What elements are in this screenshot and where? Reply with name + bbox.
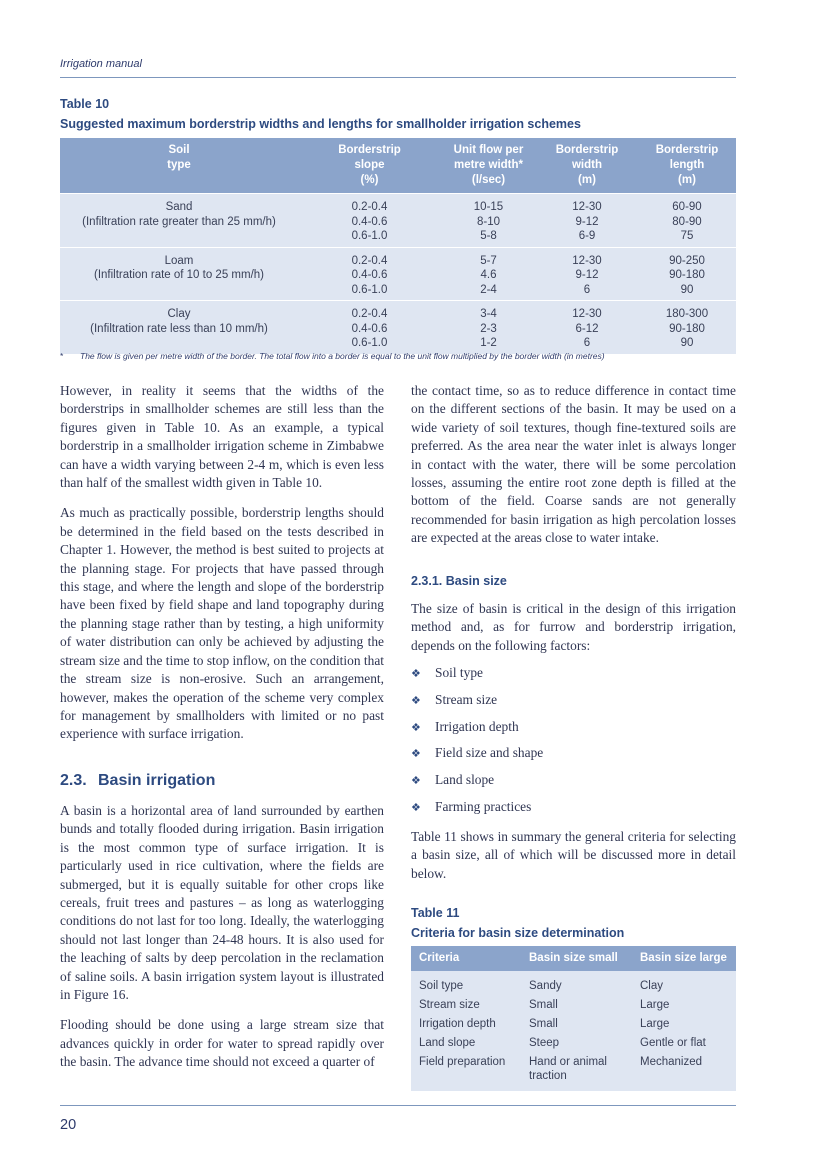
paragraph: A basin is a horizontal area of land surrounded by earthen bunds and totally flooded during irrigation. Basin irrigation is the most common type of surface irrigation. It is particularly used in rice cultivation, where the fields are submerged, but it is equally suitable for other crops like cereals, fruit trees and pastures – as long as waterlogging conditions do not last for too long. Ideally, the waterlogging should not last longer than 24-48 hours. It is also used for the leaching of salts by deep percolation in the reclamation of saline soils. A basin irrigation system layout is illustrated in Figure 16.	[60, 803, 384, 1003]
cell-slope: 0.2-0.4 0.4-0.6 0.6-1.0	[298, 194, 441, 248]
paragraph: However, in reality it seems that the widths of the borderstrips in smallholder schemes are still less than the figures given in Table 10. As an example, a typical borderstrip in a smallholder irrigation scheme in Zimbabwe can have a width varying between 2-4 m, which is even less than half of the smallest width given in Table 10.	[60, 383, 384, 491]
table-10-header-row	[60, 138, 736, 194]
cell-width: 12-30 9-12 6-9	[536, 194, 638, 248]
column-header-width: Borderstrip width (m)	[536, 138, 638, 194]
cell-criteria: Land slope	[411, 1034, 521, 1053]
diamond-bullet-icon: ❖	[411, 748, 421, 761]
cell-soil: Loam (Infiltration rate of 10 to 25 mm/h)	[60, 247, 298, 301]
cell-flow: 3-4 2-3 1-2	[441, 301, 536, 354]
column-header-criteria: Criteria	[411, 946, 521, 971]
cell-flow: 10-15 8-10 5-8	[441, 194, 536, 248]
right-column-top	[411, 382, 736, 560]
paragraph: the contact time, so as to reduce difference in contact time on the different sections of the basin. It may be used on a wide variety of soil textures, though fine-textured soils are preferred. As the area near the water inlet is always longer in contact with the water, there will be some percolation losses, assuming the entire root zone depth is filled at the bottom of the field. Coarse sands are not generally recommended for basin irrigation as high percolation losses are expected at the areas close to water intake.	[411, 383, 736, 546]
paragraph: As much as practically possible, borderstrip lengths should be determined in the field based on the tests described in Chapter 1. However, the method is best suited to projects at the planning stage. For projects that have passed through this stage, and where the length and slope of the borderstrip have been fixed by field shape and land topography during the planning stage rather than by testing, a high uniformity of water distribution can only be achieved by adjusting the stream size and the time to stop inflow, on the condition that the stream size is non-erosive. Such an arrangement, however, makes the operation of the scheme very complex for management by smallholders with limited or no past experience with surface irrigation.	[60, 505, 384, 742]
column-header-soil-type: Soil type	[60, 138, 298, 194]
cell-small: Sandy	[521, 971, 632, 996]
cell-small: Steep	[521, 1034, 632, 1053]
cell-small: Small	[521, 996, 632, 1015]
subsection-heading: 2.3.1. Basin size	[411, 574, 507, 588]
cell-large: Large	[632, 1015, 736, 1034]
table-row	[411, 996, 736, 1015]
diamond-bullet-icon: ❖	[411, 668, 421, 680]
factors-list	[411, 664, 543, 825]
footnote-text: The flow is given per metre width of the border. The total flow into a border is equal to the unit flow multiplied by the border width (in metres)	[80, 351, 605, 361]
section-heading	[60, 772, 215, 790]
cell-criteria: Irrigation depth	[411, 1015, 521, 1034]
left-column-bottom	[60, 802, 384, 1084]
cell-large: Large	[632, 996, 736, 1015]
cell-length: 60-90 80-90 75	[638, 194, 736, 248]
cell-slope: 0.2-0.4 0.4-0.6 0.6-1.0	[298, 247, 441, 301]
cell-criteria: Stream size	[411, 996, 521, 1015]
diamond-bullet-icon: ❖	[411, 721, 421, 734]
list-item: ❖ Field size and shape	[411, 744, 543, 771]
list-item: ❖ Irrigation depth	[411, 718, 543, 745]
column-header-slope: Borderstrip slope (%)	[298, 138, 441, 194]
paragraph: The size of basin is critical in the design of this irrigation method and, as for furrow and borderstrip irrigation, depends on the following factors:	[411, 601, 736, 653]
list-item: ❖ Land slope	[411, 771, 543, 798]
cell-small: Hand or animal traction	[521, 1053, 632, 1092]
list-item: ❖ Farming practices	[411, 798, 543, 825]
section-title: Basin irrigation	[98, 772, 216, 789]
table-row	[411, 1053, 736, 1092]
column-header-unit-flow: Unit flow per metre width* (l/sec)	[441, 138, 536, 194]
table-10-number: Table 10	[60, 97, 110, 111]
right-column-intro	[411, 600, 736, 667]
running-header: Irrigation manual	[60, 58, 142, 70]
table-11	[411, 946, 736, 1091]
table-row	[411, 1015, 736, 1034]
cell-criteria: Soil type	[411, 971, 521, 996]
list-item: ❖ Soil type	[411, 664, 543, 691]
table-11-header-row	[411, 946, 736, 971]
table-row-loam	[60, 247, 736, 301]
page-number: 20	[60, 1117, 77, 1133]
cell-large: Gentle or flat	[632, 1034, 736, 1053]
list-item: ❖ Stream size	[411, 691, 543, 718]
table-row-clay	[60, 301, 736, 354]
cell-large: Clay	[632, 971, 736, 996]
section-number: 2.3.	[60, 772, 87, 789]
table-11-number: Table 11	[411, 906, 460, 920]
cell-width: 12-30 6-12 6	[536, 301, 638, 354]
table-row	[411, 971, 736, 996]
cell-large: Mechanized	[632, 1053, 736, 1092]
diamond-bullet-icon: ❖	[411, 801, 421, 814]
column-header-length: Borderstrip length (m)	[638, 138, 736, 194]
table-11-caption: Criteria for basin size determination	[411, 926, 625, 940]
table-row	[411, 1034, 736, 1053]
table-row-sand	[60, 194, 736, 248]
diamond-bullet-icon: ❖	[411, 694, 421, 707]
column-header-basin-small: Basin size small	[521, 946, 632, 971]
footer-rule	[60, 1105, 736, 1106]
cell-small: Small	[521, 1015, 632, 1034]
cell-length: 90-250 90-180 90	[638, 247, 736, 301]
paragraph: Flooding should be done using a large stream size that advances quickly in order for water to spread rapidly over the basin. The advance time should not exceed a quarter of	[60, 1017, 384, 1070]
right-column-bottom	[411, 828, 736, 895]
left-column-top	[60, 382, 384, 756]
cell-soil: Clay (Infiltration rate less than 10 mm/h)	[60, 301, 298, 354]
table-10-caption: Suggested maximum borderstrip widths and lengths for smallholder irrigation schemes	[60, 117, 581, 131]
column-header-basin-large: Basin size large	[632, 946, 736, 971]
footnote-mark: *	[60, 351, 64, 361]
table-10	[60, 138, 736, 354]
cell-flow: 5-7 4.6 2-4	[441, 247, 536, 301]
diamond-bullet-icon: ❖	[411, 775, 421, 788]
cell-slope: 0.2-0.4 0.4-0.6 0.6-1.0	[298, 301, 441, 354]
cell-criteria: Field preparation	[411, 1053, 521, 1092]
cell-length: 180-300 90-180 90	[638, 301, 736, 354]
table-10-footnote	[60, 351, 760, 361]
header-rule	[60, 77, 736, 78]
paragraph: Table 11 shows in summary the general criteria for selecting a basin size, all of which will be discussed more in detail below.	[411, 829, 736, 881]
cell-soil: Sand (Infiltration rate greater than 25 mm/h)	[60, 194, 298, 248]
cell-width: 12-30 9-12 6	[536, 247, 638, 301]
